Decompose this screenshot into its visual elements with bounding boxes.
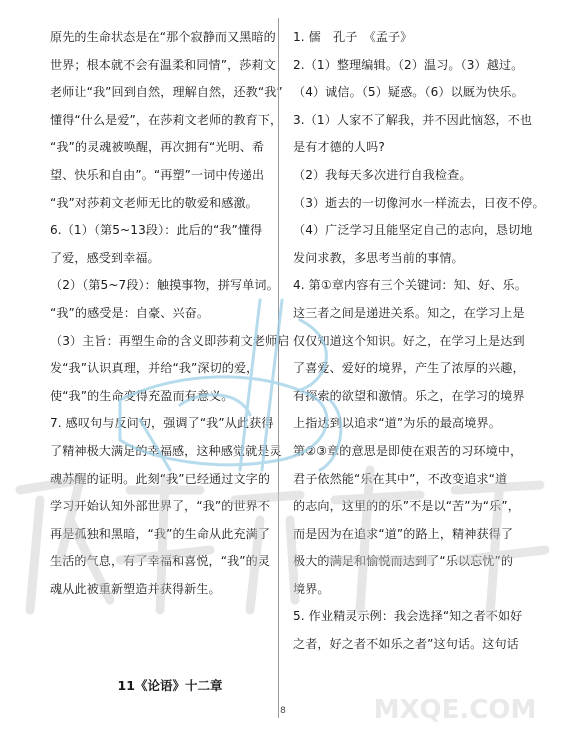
left-text-column (50, 24, 290, 603)
text-line: 1. 儒 孔子 《孟子》 (293, 30, 413, 44)
text-line: 老师让“我”回到自然，理解自然，还教“我” (50, 85, 283, 100)
text-line: 原先的生命状态是在“那个寂静而又黑暗的 (50, 30, 276, 44)
text-line: 之者，好之者不如乐之者”这句话。这句话 (293, 637, 519, 652)
column-divider (278, 18, 279, 718)
text-line: 了精神极大满足的幸福感，这种感觉就是灵 (50, 443, 282, 458)
text-line: 6.（1）（第5~13段）：此后的“我”懂得 (50, 223, 263, 238)
text-line: 魂苏醒的证明。此刻“我”已经通过文字的 (50, 471, 271, 486)
text-line: （3）主旨：再塑生命的含义即莎莉文老师启 (50, 333, 290, 348)
text-line: 再是孤独和黑暗，“我”的生命从此充满了 (50, 526, 271, 541)
text-line: 君子依然能“乐在其中”，不改变追求“道 (293, 471, 508, 486)
text-line: （3）逝去的一切像河水一样流去，日夜不停。 (293, 195, 545, 210)
text-line: （2）（第5~7段）：触摸事物，拼写单词。 (50, 278, 279, 293)
text-line: 学习开始认知外部世界了，“我”的世界不 (50, 499, 271, 514)
text-line: 生活的气息，有了幸福和喜悦，“我”的灵 (50, 554, 271, 569)
text-line: 上指达到以追求“道”为乐的最高境界。 (293, 416, 501, 431)
watermark-site: MXQE.COM (373, 695, 537, 725)
text-line: （4）诚信。（5）疑惑。（6）以厩为快乐。 (293, 85, 524, 100)
text-line: 懂得“什么是爱”，在莎莉文老师的教育下， (50, 112, 283, 127)
text-line: 境界。 (293, 581, 330, 596)
text-line: （4）广泛学习且能坚定自己的志向，恳切地 (293, 223, 533, 238)
text-line: 3.（1）人家不了解我，并不因此恼怒，不也 (293, 112, 533, 127)
text-line: 极大的满足和愉悦而达到了“乐以忘忧”的 (293, 554, 514, 569)
text-line: 发“我”认识真理，并给“我”深切的爱， (50, 361, 259, 376)
text-line: 2.（1）整理编辑。（2）温习。（3）越过。 (293, 57, 524, 72)
text-line: 的志向，这里的的乐”不是以“苦”为“乐”， (293, 499, 520, 514)
text-line: 是有才德的人吗? (293, 140, 385, 155)
text-line: 了喜爱、爱好的境界，产生了浓厚的兴趣， (293, 361, 525, 376)
text-line: 而是因为在追求“道”的路上，精神获得了 (293, 526, 514, 541)
text-line: 4. 第①章内容有三个关键词：知、好、乐。 (293, 278, 527, 293)
text-line: 发问求教，多思考当前的事情。 (293, 250, 464, 265)
text-line: （2）我每天多次进行自我检查。 (293, 167, 472, 182)
text-line: “我”的灵魂被唤醒，再次拥有“光明、希 (50, 140, 265, 155)
text-line: 这三者之间是递进关系。知之，在学习上是 (293, 305, 525, 320)
right-text-column (293, 24, 545, 659)
text-line: 仅仅知道这个知识。好之，在学习上是达到 (293, 333, 525, 348)
text-line: 使“我”的生命变得充盈而有意义。 (50, 388, 234, 403)
text-line: “我”对莎莉文老师无比的敬爱和感激。 (50, 195, 258, 210)
page-number: 8 (280, 706, 286, 716)
text-line: “我”的感受是：自豪、兴奋。 (50, 305, 210, 320)
text-line: 第②③章的意思是即使在艰苦的习环境中， (293, 443, 523, 458)
text-line: 7. 感叹句与反问句，强调了“我”从此获得 (50, 416, 274, 431)
text-line: 了爱，感受到幸福。 (50, 250, 160, 265)
text-line: 有探索的欲望和激情。乐之，在学习的境界 (293, 388, 525, 403)
text-line: 魂从此被重新塑造并获得新生。 (50, 581, 221, 596)
text-line: 5. 作业精灵示例：我会选择“知之者不如好 (293, 609, 523, 624)
chapter-title: 11《论语》十二章 (117, 678, 223, 693)
text-line: 望、快乐和自由”。“再塑”一词中传递出 (50, 167, 265, 182)
text-line: 世界；根本就不会有温柔和同情”，莎莉文 (50, 57, 276, 72)
